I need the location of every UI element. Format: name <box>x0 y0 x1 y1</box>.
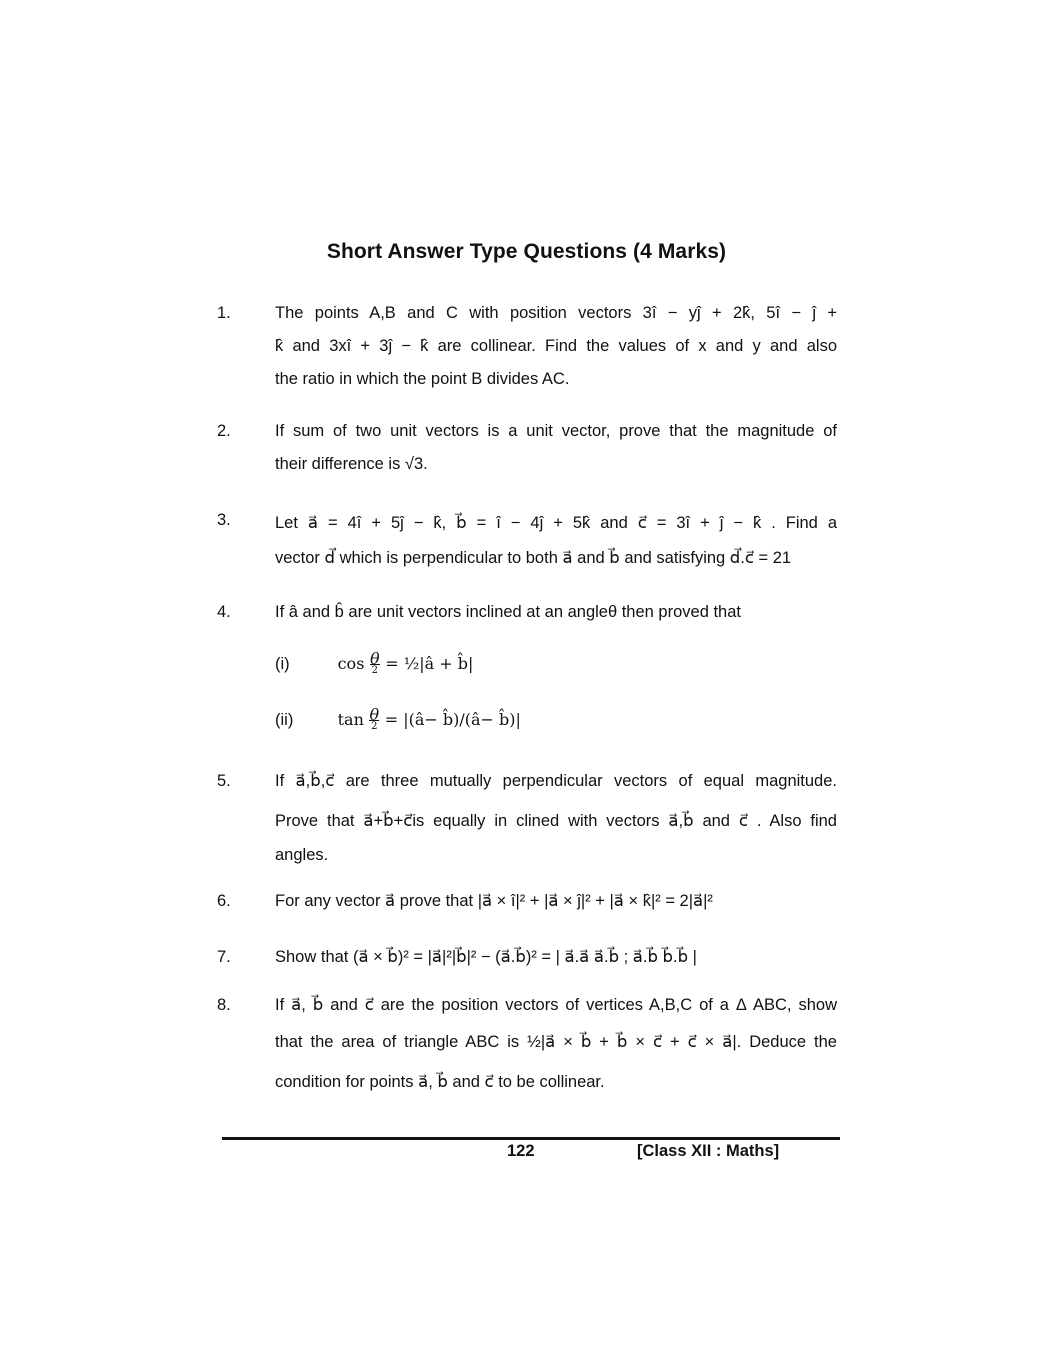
sub-part-label: (ii) <box>275 710 294 729</box>
question-line: If a⃗,b⃗,c⃗ are three mutually perpendicular vectors of equal magnitude. <box>275 772 837 790</box>
question-number: 2. <box>217 422 231 440</box>
trig-function: cos <box>337 653 365 673</box>
question-number: 1. <box>217 304 231 322</box>
footer-divider <box>222 1137 840 1140</box>
question-number: 4. <box>217 603 231 621</box>
section-title: Short Answer Type Questions (4 Marks) <box>326 240 727 263</box>
fraction <box>369 705 380 732</box>
sub-part-ii <box>275 705 521 732</box>
question-3 <box>217 504 837 575</box>
question-line: The points A,B and C with position vectors 3î − yĵ + 2k̂, 5î − ĵ + <box>275 304 837 322</box>
fraction-denominator: 2 <box>371 721 378 732</box>
question-line: If sum of two unit vectors is a unit vector, prove that the magnitude of <box>275 422 837 440</box>
sub-part-label: (i) <box>275 654 290 673</box>
question-line: Show that (a⃗ × b⃗)² = |a⃗|²|b⃗|² − (a⃗.b⃗)² = | a⃗.a⃗ a⃗.b⃗ ; a⃗.b⃗ b⃗.b⃗ | <box>275 948 697 966</box>
question-7 <box>217 941 837 974</box>
question-line: If â and b̂ are unit vectors inclined at an angleθ then proved that <box>275 603 741 621</box>
trig-function: tan <box>337 709 364 729</box>
question-number: 7. <box>217 948 231 966</box>
question-line: that the area of triangle ABC is ½|a⃗ × b⃗ + b⃗ × c⃗ + c⃗ × a⃗|. Deduce the <box>275 1033 837 1051</box>
question-6 <box>217 885 837 918</box>
question-line: Let a⃗ = 4î + 5ĵ − k̂, b⃗ = î − 4ĵ + 5k̂ and c⃗ = 3î + ĵ − k̂ . Find a <box>275 514 837 532</box>
question-line: their difference is √3. <box>275 455 428 473</box>
fraction <box>370 649 380 676</box>
question-number: 8. <box>217 996 231 1014</box>
question-line: angles. <box>275 846 329 864</box>
question-5 <box>217 763 837 872</box>
question-line: For any vector a⃗ prove that |a⃗ × î|² + |a⃗ × ĵ|² + |a⃗ × k̂|² = 2|a⃗|² <box>275 892 713 910</box>
question-line: condition for points a⃗, b⃗ and c⃗ to be collinear. <box>275 1073 605 1091</box>
question-1 <box>217 297 837 396</box>
question-line: k̂ and 3xî + 3ĵ − k̂ are collinear. Find the values of x and y and also <box>275 337 837 355</box>
fraction-denominator: 2 <box>371 665 378 676</box>
equation-rhs: = ½|â + b̂| <box>385 653 474 673</box>
question-number: 6. <box>217 892 231 910</box>
question-8 <box>217 989 837 1099</box>
fraction-numerator: θ <box>370 649 380 668</box>
question-line: Prove that a⃗+b⃗+c⃗is equally in clined with vectors a⃗,b⃗ and c⃗ . Also find <box>275 812 837 830</box>
class-label: [Class XII : Maths] <box>637 1142 780 1160</box>
question-line: the ratio in which the point B divides AC. <box>275 370 570 388</box>
question-number: 3. <box>217 511 231 529</box>
question-line: If a⃗, b⃗ and c⃗ are the position vectors of vertices A,B,C of a Δ ABC, show <box>275 996 837 1014</box>
question-number: 5. <box>217 772 231 790</box>
question-line: vector d⃗ which is perpendicular to both a⃗ and b⃗ and satisfying d⃗.c⃗ = 21 <box>275 549 792 567</box>
sub-part-i <box>275 649 474 676</box>
equation-rhs: = |(â− b̂)/(â− b̂)| <box>384 709 521 729</box>
fraction-numerator: θ <box>369 705 380 724</box>
question-2 <box>217 415 837 481</box>
page-number: 122 <box>507 1142 535 1160</box>
question-4 <box>217 596 837 756</box>
